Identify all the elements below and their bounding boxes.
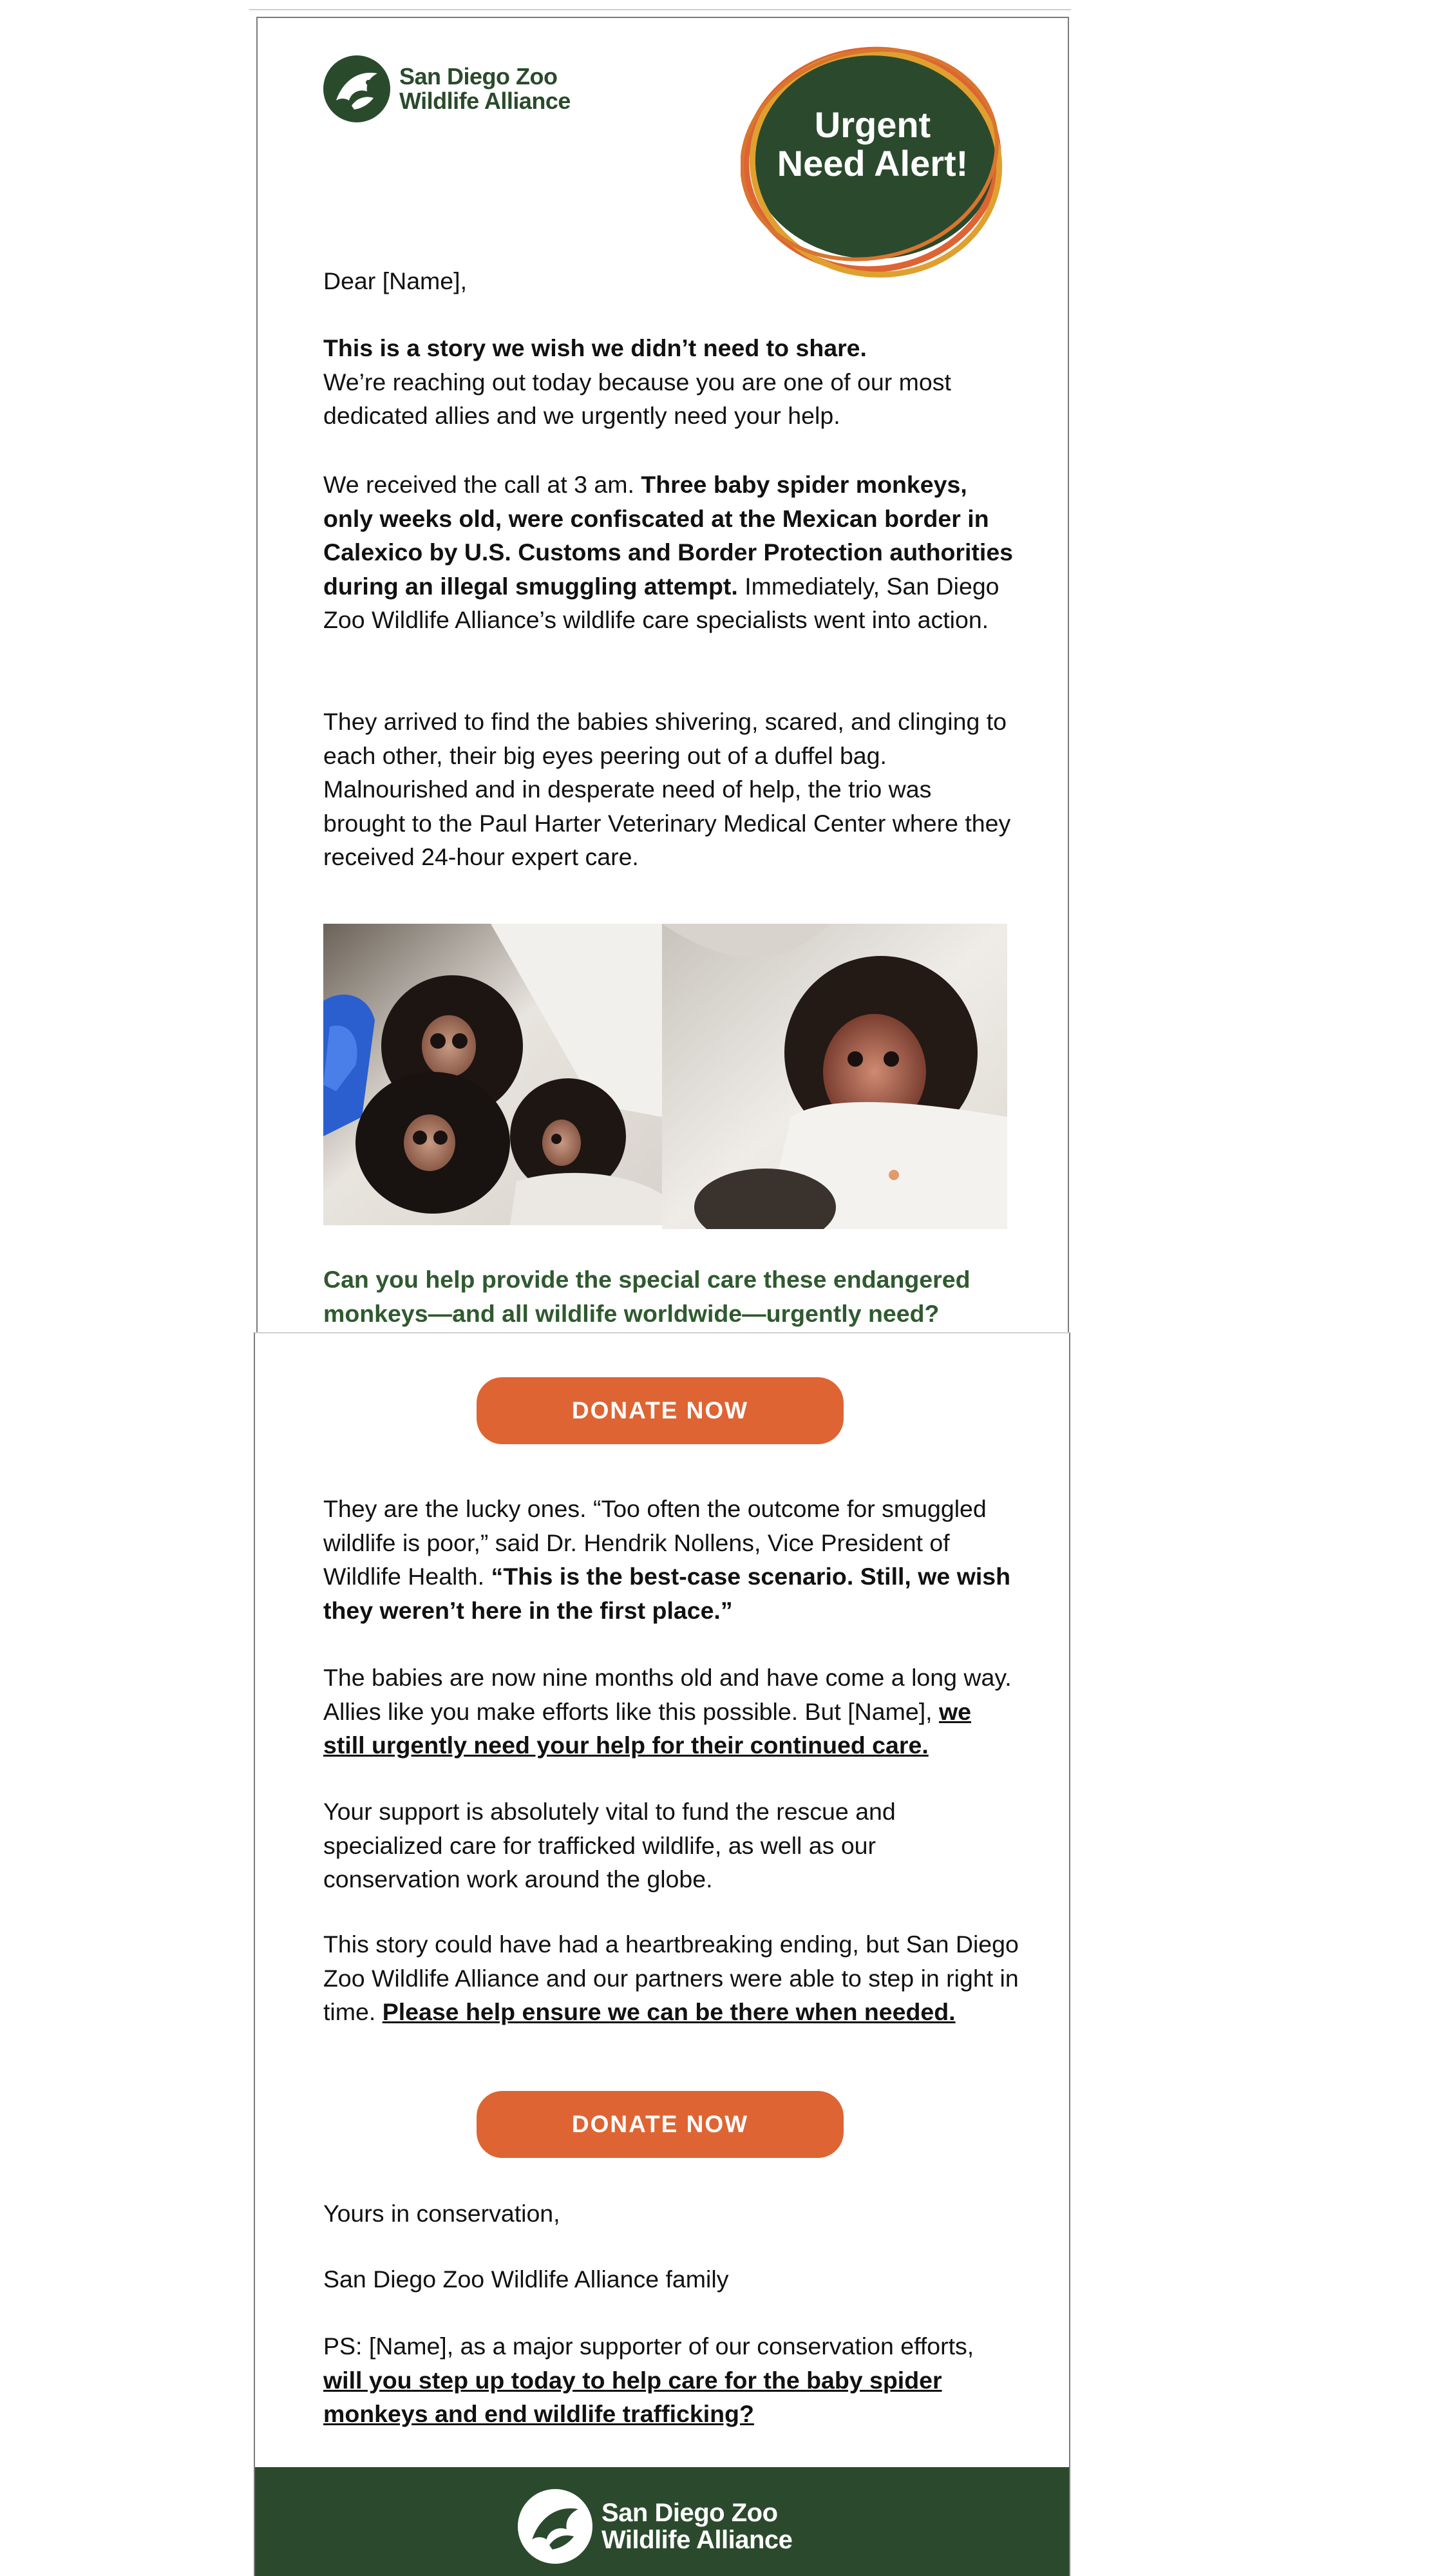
- story1-lead: We received the call at 3 am.: [323, 471, 641, 498]
- quote-bold: “This is the best-case scenario. Still, we wish they weren’t here in the first place.”: [323, 1563, 1011, 1624]
- step-up-link[interactable]: will you step up today to help care for the baby spider monkeys and end wildlife trafficking?: [323, 2366, 942, 2427]
- ending-lead: This story could have had a heartbreaking ending, but San Diego Zoo Wildlife Alliance and our partners were able to step in right in time.: [323, 1931, 1019, 2025]
- donate-now-button-1[interactable]: DONATE NOW: [477, 1377, 844, 1444]
- story1-tail: Immediately, San Diego Zoo Wildlife Alliance’s wildlife care specialists went into action.: [323, 572, 999, 633]
- footer-bar: [255, 2467, 1069, 2576]
- footer-brand-line1: San Diego Zoo: [601, 2499, 778, 2527]
- leaf-lion-logo-icon: [518, 2489, 592, 2564]
- quote-lead: They are the lucky ones. “Too often the outcome for smuggled wildlife is poor,” said Dr. Hendrik Nollens, Vice President of Wildlife Health.: [323, 1495, 987, 1590]
- badge-text: [741, 106, 1005, 183]
- top-divider: [249, 9, 1071, 10]
- brand-wordmark: [399, 64, 571, 113]
- story-paragraph-1: [323, 468, 1019, 637]
- brand-name-line1: San Diego Zoo: [399, 63, 558, 90]
- support-paragraph: Your support is absolutely vital to fund the rescue and specialized care for trafficked wildlife, as well as our conservation work around the globe.: [323, 1798, 896, 1893]
- footer-wordmark: [601, 2499, 792, 2553]
- help-ensure-link[interactable]: Please help ensure we can be there when needed.: [382, 1998, 956, 2025]
- footer-logo[interactable]: [518, 2489, 792, 2564]
- badge-line1: Urgent: [814, 104, 931, 145]
- ps-paragraph: [323, 2329, 1019, 2431]
- progress-paragraph: [323, 1661, 1019, 1762]
- quote-paragraph: [323, 1492, 1019, 1627]
- progress-lead: The babies are now nine months old and have come a long way. Allies like you make efforts like this possible. But [Name],: [323, 1664, 1012, 1725]
- three-baby-spider-monkeys-photo: [323, 924, 662, 1225]
- intro-paragraph: [323, 331, 1019, 433]
- signature-line: San Diego Zoo Wildlife Alliance family: [323, 2266, 729, 2293]
- baby-spider-monkey-in-blanket-photo: [662, 924, 1007, 1229]
- ending-paragraph: [323, 1927, 1019, 2029]
- intro-headline: This is a story we wish we didn’t need to share.: [323, 334, 867, 361]
- continued-care-link[interactable]: we still urgently need your help for their continued care.: [323, 1697, 971, 1759]
- closing-line: Yours in conservation,: [323, 2200, 560, 2227]
- urgent-need-badge: [741, 41, 1005, 281]
- header-logo[interactable]: [323, 55, 571, 122]
- greeting: Dear [Name],: [323, 267, 467, 294]
- story-paragraph-2: They arrived to find the babies shivering, scared, and clinging to each other, their big eyes peering out of a duffel bag. Malnourished and in desperate need of help, the trio was brought to the Paul Harter Veterinary Medical Center where they received 24-hour expert care.: [323, 708, 1011, 870]
- leaf-lion-logo-icon: [323, 55, 390, 122]
- footer-brand-line2: Wildlife Alliance: [601, 2526, 793, 2554]
- intro-body: We’re reaching out today because you are one of our most dedicated allies and we urgently need your help.: [323, 368, 951, 429]
- brand-name-line2: Wildlife Alliance: [399, 88, 571, 114]
- ps-lead: PS: [Name], as a major supporter of our conservation efforts,: [323, 2333, 974, 2360]
- story1-bold: Three baby spider monkeys, only weeks old, were confiscated at the Mexican border in Calexico by U.S. Customs and Border Protection authorities during an illegal smuggling attempt.: [323, 471, 1014, 600]
- donate-now-button-2[interactable]: DONATE NOW: [477, 2091, 844, 2158]
- cta-question: Can you help provide the special care these endangered monkeys—and all wildlife worldwide—urgently need?: [323, 1266, 971, 1327]
- badge-line2: Need Alert!: [777, 143, 969, 184]
